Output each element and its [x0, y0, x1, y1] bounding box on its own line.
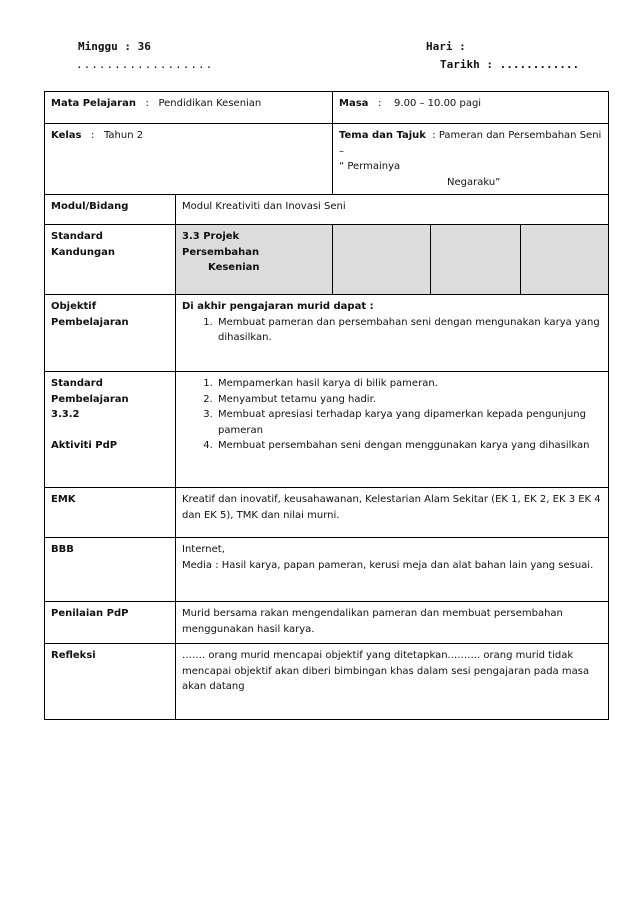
- objektif-label: [45, 295, 176, 372]
- sp-label-line3: 3.3.2: [51, 409, 80, 420]
- tema-cell: Tema dan Tajuk : Pameran dan Persembahan Seni – “ Permainya Negaraku”: [333, 124, 609, 195]
- tema-value-line3: Negaraku”: [447, 176, 501, 188]
- row-objektif: [45, 295, 609, 372]
- mata-pelajaran-label: Mata Pelajaran: [51, 98, 136, 109]
- bbb-label: BBB: [45, 538, 176, 602]
- modul-label: Modul/Bidang: [45, 195, 176, 225]
- kelas-label: Kelas: [51, 130, 82, 141]
- standard-pembelajaran-value: [176, 372, 609, 488]
- mata-pelajaran-value: Pendidikan Kesenian: [158, 98, 262, 109]
- penilaian-value: Murid bersama rakan mengendalikan pameran dan membuat persembahan menggunakan hasil karya.: [176, 602, 609, 644]
- masa-label: Masa: [339, 98, 369, 109]
- objektif-intro: Di akhir pengajaran murid dapat :: [182, 301, 374, 312]
- aktiviti-item: 4. Membuat persembahan seni dengan menggunakan karya yang dihasilkan: [216, 438, 602, 454]
- modul-value: Modul Kreativiti dan Inovasi Seni: [176, 195, 609, 225]
- aktiviti-item: 1. Mempamerkan hasil karya di bilik pameran.: [216, 376, 602, 392]
- refleksi-value: ……. orang murid mencapai objektif yang ditetapkan..…….. orang murid tidak mencapai objektif akan diberi bimbingan khas dalam sesi pengajaran pada masa akan datang: [176, 644, 609, 720]
- tema-value-line1: Pameran dan Persembahan Seni –: [339, 130, 602, 157]
- masa-value: 9.00 – 10.00 pagi: [394, 98, 482, 109]
- standard-pembelajaran-label: [45, 372, 176, 488]
- row-emk: [45, 488, 609, 538]
- sk-empty-cell-1: [333, 225, 431, 295]
- masa-cell: Masa : 9.00 – 10.00 pagi: [333, 92, 609, 124]
- emk-label: EMK: [45, 488, 176, 538]
- emk-value: Kreatif dan inovatif, keusahawanan, Kelestarian Alam Sekitar (EK 1, EK 2, EK 3 EK 4 dan EK 5), TMK dan nilai murni.: [176, 488, 609, 538]
- minggu-label: Minggu : 36: [78, 40, 151, 53]
- bbb-line1: Internet,: [182, 544, 225, 555]
- objektif-label-line2: Pembelajaran: [51, 316, 129, 328]
- standard-kandungan-value: [176, 225, 333, 295]
- tema-value-line2: “ Permainya: [339, 161, 401, 172]
- sk-empty-cell-2: [431, 225, 521, 295]
- kelas-value: Tahun 2: [103, 130, 144, 141]
- refleksi-label: Refleksi: [45, 644, 176, 720]
- objektif-item: 1. Membuat pameran dan persembahan seni dengan mengunakan karya yang dihasilkan.: [216, 315, 602, 346]
- sk-line1: 3.3 Projek: [182, 231, 240, 242]
- row-modul: [45, 195, 609, 225]
- aktiviti-list: [194, 376, 602, 454]
- bbb-line2: Media : Hasil karya, papan pameran, kerusi meja dan alat bahan lain yang sesuai.: [182, 559, 594, 571]
- sp-label-line2: Pembelajaran: [51, 393, 129, 405]
- standard-kandungan-label: Standard Kandungan: [45, 225, 176, 295]
- row-kelas: [45, 124, 609, 195]
- row-penilaian: [45, 602, 609, 644]
- row-bbb: [45, 538, 609, 602]
- sp-label-line1: Standard: [51, 378, 103, 389]
- objektif-label-line1: Objektif: [51, 301, 97, 312]
- row-standard-pembelajaran: [45, 372, 609, 488]
- aktiviti-item: 2. Menyambut tetamu yang hadir.: [216, 392, 602, 408]
- lesson-plan-table: [44, 91, 609, 720]
- sk-line2: Persembahan: [182, 246, 260, 258]
- row-mata-pelajaran: [45, 92, 609, 124]
- minggu-dots: ..................: [76, 58, 214, 71]
- row-standard-kandungan: [45, 225, 609, 295]
- aktiviti-item: 3. Membuat apresiasi terhadap karya yang dipamerkan kepada pengunjung pameran: [216, 407, 602, 438]
- aktiviti-pdp-label: Aktiviti PdP: [51, 440, 118, 451]
- mata-pelajaran-cell: Mata Pelajaran : Pendidikan Kesenian: [45, 92, 333, 124]
- sk-line3: Kesenian: [208, 262, 260, 273]
- row-refleksi: [45, 644, 609, 720]
- tarikh-label: Tarikh : ............: [440, 58, 580, 71]
- hari-label: Hari :: [426, 40, 466, 53]
- tema-label: Tema dan Tajuk: [339, 130, 426, 141]
- objektif-value: [176, 295, 609, 372]
- penilaian-label: Penilaian PdP: [45, 602, 176, 644]
- kelas-cell: Kelas : Tahun 2: [45, 124, 333, 195]
- objektif-list: [194, 315, 602, 346]
- bbb-value: [176, 538, 609, 602]
- sk-empty-cell-3: [521, 225, 609, 295]
